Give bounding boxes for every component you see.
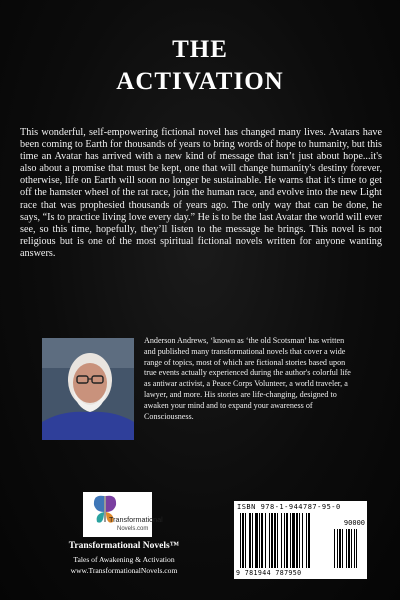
barcode-number: 9 781944 787950 <box>236 569 302 577</box>
isbn-text: ISBN 978-1-944787-95-0 <box>237 503 341 511</box>
logo-text-line-2: Novels.com <box>117 526 149 532</box>
publisher-tagline: Tales of Awakening & Activation <box>73 555 175 564</box>
isbn-barcode <box>234 501 367 579</box>
author-photo <box>42 338 134 440</box>
title-line-1: THE <box>172 36 228 63</box>
author-bio: Anderson Andrews, ‘known as ‘the old Scotsman’ has written and published many transformational novels that cover a wide range of topics, most of which are fictional stories based upon true events actually experienced during the author's colorful life as antiwar activist, a Peace Corps Volunteer, a world traveler, a lawyer, and more. His stories are life-changing, designed to awaken your mind and to expand your awareness of Consciousness. <box>144 336 351 421</box>
title-line-2: ACTIVATION <box>116 68 284 95</box>
logo-text-line-1: Transformational <box>109 515 163 524</box>
barcode-bars <box>234 501 367 579</box>
butterfly-icon <box>83 492 163 537</box>
publisher-website: www.TransformationalNovels.com <box>70 566 178 575</box>
book-blurb: This wonderful, self-empowering fictional novel has changed many lives. Avatars have been coming to Earth for thousands of years to bring words of hope to humanity, but this time an Avatar has arrived with a new kind of message that isn’t just about hope...it's also about a promise that must be kept, one that will change humanity's destiny forever, otherwise, life on Earth will soon no longer be sustainable. He warns that it's time to get off the hamster wheel of the rat race, join the human race, and evolve into the new Light race that was prophesied thousands of years ago. The only way that can be done, he says, “Is to practice living love every day.” He is to be the last Avatar the world will ever see, so this time, hopefully, they’ll listen to the message he brings. This novel is not religious but is one of the most spiritual fictional novels written for anyone wanting answers. <box>20 127 382 259</box>
price-code: 90000 <box>343 519 365 527</box>
publisher-logo <box>83 492 163 537</box>
publisher-name: Transformational Novels™ <box>68 541 180 551</box>
author-portrait <box>42 338 134 440</box>
